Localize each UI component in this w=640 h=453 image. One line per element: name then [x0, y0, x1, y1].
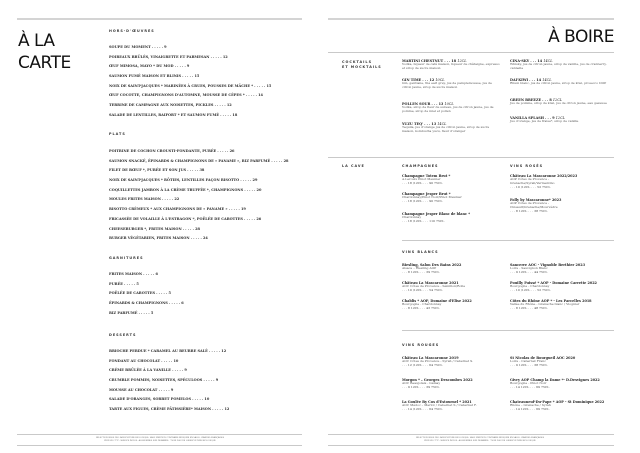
menu-item: PURÉE . . . . . 5 [109, 281, 139, 286]
garnitures-list [109, 272, 184, 320]
menu-item: ŒUF MIMOSA, MAYO * DU MOD . . . . . 9 [109, 64, 190, 69]
section-label-champagnes: CHAMPAGNES [402, 164, 439, 168]
wine-item: Champagne Jesper Brut * Chardonnay/Pinot Noir/Pinot Meunier . . . 18 /12CL . . . 90 75CL [402, 192, 462, 204]
section-label-vins-rouges: VINS ROUGES [402, 343, 440, 347]
footer-bottom-divider [17, 445, 302, 446]
menu-item: SAUMON FUMÉ MAISON ET BLINIS . . . . . 15 [109, 74, 200, 79]
footer [320, 437, 640, 445]
title-divider [328, 52, 614, 53]
section-label-plats: PLATS [109, 132, 126, 136]
menu-item: FRICASSÉE DE VOLAILLE À L'ESTRAGON *, POÊLÉE DE CAROTTES . . . . . 26 [109, 216, 262, 221]
cocktail-item: POLLEN SOUR . . . 13 10CL Vodka, sirop de fleur de sureau, jus de citron jaune, jus de pomme, sirop de miel et pollen [402, 102, 494, 114]
menu-item: RISOTTO CRÉMEUX * AUX CHAMPIGNONS DE « PANAME » . . . . . 19 [109, 207, 246, 212]
section-label-hors-doeuvres: HORS-D'ŒUVRES [109, 29, 155, 33]
footer-line-2: PRIX EN € TTC, SERVICE INCLUS. ALLERGÈNES SUR DEMANDE. * NON ISSU DE L'AGRICULTURE BIOLOGIQUE [424, 440, 536, 442]
wine-item: Champagne Totem Brut * A.Lerouix Pinot Meunier . . . 18 /12CL . . . 90 75CL [402, 174, 451, 186]
menu-item: SALADE DE LENTILLES, RAIFORT * ET SAUMON FUMÉ . . . . . 18 [109, 112, 238, 117]
menu-item: POIREAUX BRÛLÉS, VINAIGRETTE ET PARMESAN . . . . . 12 [109, 54, 228, 59]
wine-item: Champagne Jesper Blanc de blanc * Chardonnay . . . 18 /12CL . . . 110 75CL [402, 212, 470, 224]
hors-doeuvres-list [109, 45, 271, 123]
top-divider [17, 18, 302, 20]
footer [0, 437, 320, 445]
wine-item: Sancerre AOC - Vignoble Berthier 2023 Loire - Sauvignon Blanc . . . 9 12CL . . . 44 75CL [510, 263, 585, 275]
blancs-divider [402, 330, 614, 331]
wine-item: St Nicolas de Bourgueil AOC 2020 Loire - Cabernet Franc . . . 9 12CL . . . 38 75CL [510, 356, 576, 368]
menu-item: NOIX DE SAINT-JACQUES * RÔTIES, LENTILLES FAÇON RISOTTO . . . . . 29 [109, 178, 258, 183]
menu-item: MOULES FRITES MAISON . . . . . 22 [109, 197, 180, 202]
desserts-list [109, 349, 229, 417]
wine-item: Folly by Mascaronne* 2023 AOP Côtes de Provence - Cinsault/Grenache/Mourvèdre . . . 8 12CL . . . 38 75CL [510, 198, 562, 214]
menu-item: SALADE D'ORANGES, SORBET POMELOS . . . . . 10 [109, 397, 210, 402]
wine-item: Château La Mascaronne 2022/2023 AOP Côtes de Provence - Grenache/Syrah/Vermentino . . . 10 /12CL . . . 52 75CL [510, 174, 578, 190]
cocktail-item: DAI'KIWI . . . 14 14CL Rhum blanc, jus de citron jaune, sirop de kiwi, prosecco DOP [510, 78, 607, 86]
footer-top-divider [328, 434, 614, 435]
top-divider [328, 18, 614, 20]
section-label-vins-blancs: VINS BLANCS [402, 250, 439, 254]
wine-item: Pouilly Fuissé * AOP - Domaine Carrette 2022 Bourgogne - Chardonnay . . . 10 /12CL . . . 52 75CL [510, 281, 597, 293]
cocktails-divider [328, 157, 614, 158]
wine-item: Côtes du Rhône AOP * - Les Parcelles 2018 Vallée du Rhône - Grenache blanc / Viognier . . . 8 12CL . . . 48 75CL [510, 299, 592, 311]
menu-item: FRITES MAISON . . . . . 6 [109, 272, 158, 276]
food-menu-title [18, 30, 71, 74]
menu-item: NOIX DE SAINT-JACQUES * MARINÉES À CRUES, POUSSES DE MÂCHE * . . . . . 15 [109, 83, 272, 88]
section-label-garnitures: GARNITURES [109, 256, 144, 260]
wine-item: Morgon * – Georges Descombes 2022 AOC Beaujolais - Gamay . . . 9 12CL . . . 39 75CL [402, 378, 473, 390]
menu-item: ŒUF COCOTTE, CHAMPIGNONS D'AUTOMNE, MOUSSE DE CÈPES * . . . . . 14 [109, 93, 263, 98]
footer-top-divider [17, 434, 302, 435]
menu-item: CHEESEBURGER *, FRITES MAISON . . . . . 28 [109, 226, 200, 231]
section-label-cocktails: COCKTAILS ET MOCKTAILS [342, 60, 382, 69]
cocktail-item: GREEN BREEZE . . . 8 12CL Jus de pomme, sirop de kiwi, jus de citron jaune, eau gazeuse [510, 98, 607, 106]
menu-item: CRUMBLE POMMES, NOISETTES, SPÉCULOOS . . . . . 9 [109, 378, 219, 383]
drinks-menu-page [320, 0, 640, 453]
drinks-menu-title: À BOIRE [548, 27, 614, 47]
menu-item: MOUSSE AU CHOCOLAT . . . . . 9 [109, 387, 174, 392]
section-label-desserts: DESSERTS [109, 333, 137, 337]
footer-bottom-divider [328, 445, 614, 446]
menu-item: COQUILLETTES JAMBON À LA CRÈME TRUFFÉE *, CHAMPIGNONS . . . . . 20 [109, 187, 262, 192]
cocktail-item: CINA-SKY . . . 14 14CL Whisky, jus de citron jaune, sirop de vanille, jus de cranberry, cannelle [510, 59, 607, 71]
wine-item: Riesling, Salon Des Bains 2022 Alsace – Riesling AOP . . . 8 12CL . . . 39 75CL [402, 263, 462, 275]
footer-line-1: SÉLECTION ISSUE DE L'AGRICULTURE BIOLOGIQUE, SAUF MENTION CONTRAIRE INDIQUÉE EN SALLE. VIANDES FRANÇAISES [95, 437, 225, 439]
menu-item: SOUPE DU MOMENT . . . . . 9 [109, 45, 167, 49]
cocktail-item: GIN TIME . . . 12 10CL Gin, gentiane, thé earl grey, jus de pamplemousse, jus de citron jaune, sirop de sucre maison [402, 78, 492, 90]
champagnes-divider [402, 240, 614, 241]
wine-item: Château La Mascaronne 2019 AOC Côtes de Provence - Syrah / Cabernet S. . . . 12 /12CL . . . 64 75CL [402, 356, 474, 368]
menu-item: TERRINE DE CAMPAGNE AUX NOISETTES, PICKLES . . . . . 12 [109, 103, 232, 108]
section-label-vins-roses: VINS ROSÉS [510, 164, 544, 168]
cocktail-item: MARTINI CHESTNUT . . . 18 12CL Vodka, liqueur de café maison, liqueur de châtaigne, expresso et sirop de sucre maison [402, 59, 500, 71]
cocktail-item: VANILLA SPLASH . . . 9 12CL Jus d'orange, jus de fraise*, sirop de vanille [510, 116, 579, 124]
menu-item: SAUMON SNACKÉ, ÉPINARDS & CHAMPIGNONS DE « PANAME », RIZ PARFUMÉ . . . . . 28 [109, 158, 289, 163]
title-line-2: CARTE [18, 53, 71, 73]
menu-item: TARTE AUX FIGUES, CRÈME PÂTISSIÈRE* MAISON . . . . . 12 [109, 407, 230, 412]
footer-line-2: PRIX EN € TTC, SERVICE INCLUS. ALLERGÈNES SUR DEMANDE. * NON ISSU DE L'AGRICULTURE BIOLOGIQUE [104, 440, 216, 442]
menu-item: BURGER VÉGÉTARIEN, FRITES MAISON . . . . . 24 [109, 236, 208, 241]
cocktail-item: YUZU TEQ' . . . 13 14CL Tequila, jus d'orange jus de citron jaune, sirop de sucre maison, kombucha yuzu, fleur d'oranger [402, 122, 490, 134]
menu-item: RIZ PARFUMÉ . . . . . 5 [109, 310, 154, 315]
wine-item: Château La Mascaronne 2021 AOC Côtes de Provence - Sémillon/Rolle . . . 10 /12CL . . . 54 75CL [402, 281, 466, 293]
wine-item: Chablis * AOP, Domaine d'Elise 2022 Bourgogne - Chardonnay . . . 8 12CL . . . 43 75CL [402, 299, 472, 311]
title-line-1: À LA [18, 31, 55, 51]
footer-line-1: SÉLECTION ISSUE DE L'AGRICULTURE BIOLOGIQUE, SAUF MENTION CONTRAIRE INDIQUÉE EN SALLE. VIANDES FRANÇAISES [415, 437, 545, 439]
menu-item: BRIOCHE PERDUE * CARAMEL AU BEURRE SALÉ . . . . . 12 [109, 349, 227, 353]
wine-item: Givry AOP Champ la Dame *- D.Desvignes 2022 Bourgogne - Pinot Noir . . . 14 12CL . . . 69 75CL [510, 378, 600, 390]
menu-item: POITRINE DE COCHON CROUSTI-FONDANTE, PURÉE . . . . . 26 [109, 149, 235, 153]
menu-item: CRÈME BRÛLÉE À LA VANILLE . . . . . 9 [109, 368, 187, 373]
wine-item: La Goulée By Cos d'Estournel * 2021 AOC Médoc – Merlot / Cabernet S / Cabernet F. . . . 14 /12CL . . . 64 75CL [402, 400, 477, 412]
menu-item: FONDANT AU CHOCOLAT . . . . . 10 [109, 358, 179, 363]
wine-item: Chateauneuf-Du-Pape * AOP - St Dominique 2022 Rhône – Grenache / Syrah . . . 14 12CL . . . 69 75CL [510, 400, 605, 412]
menu-item: POÊLÉE DE CAROTTES . . . . . 5 [109, 291, 171, 296]
menu-item: FILET DE BŒUF *, PURÉE ET SON JUS . . . . . 38 [109, 168, 205, 173]
section-label-la-cave: LA CAVE [342, 164, 365, 168]
menu-item: ÉPINARDS & CHAMPIGNONS . . . . . 6 [109, 301, 184, 306]
plats-list [109, 149, 288, 246]
